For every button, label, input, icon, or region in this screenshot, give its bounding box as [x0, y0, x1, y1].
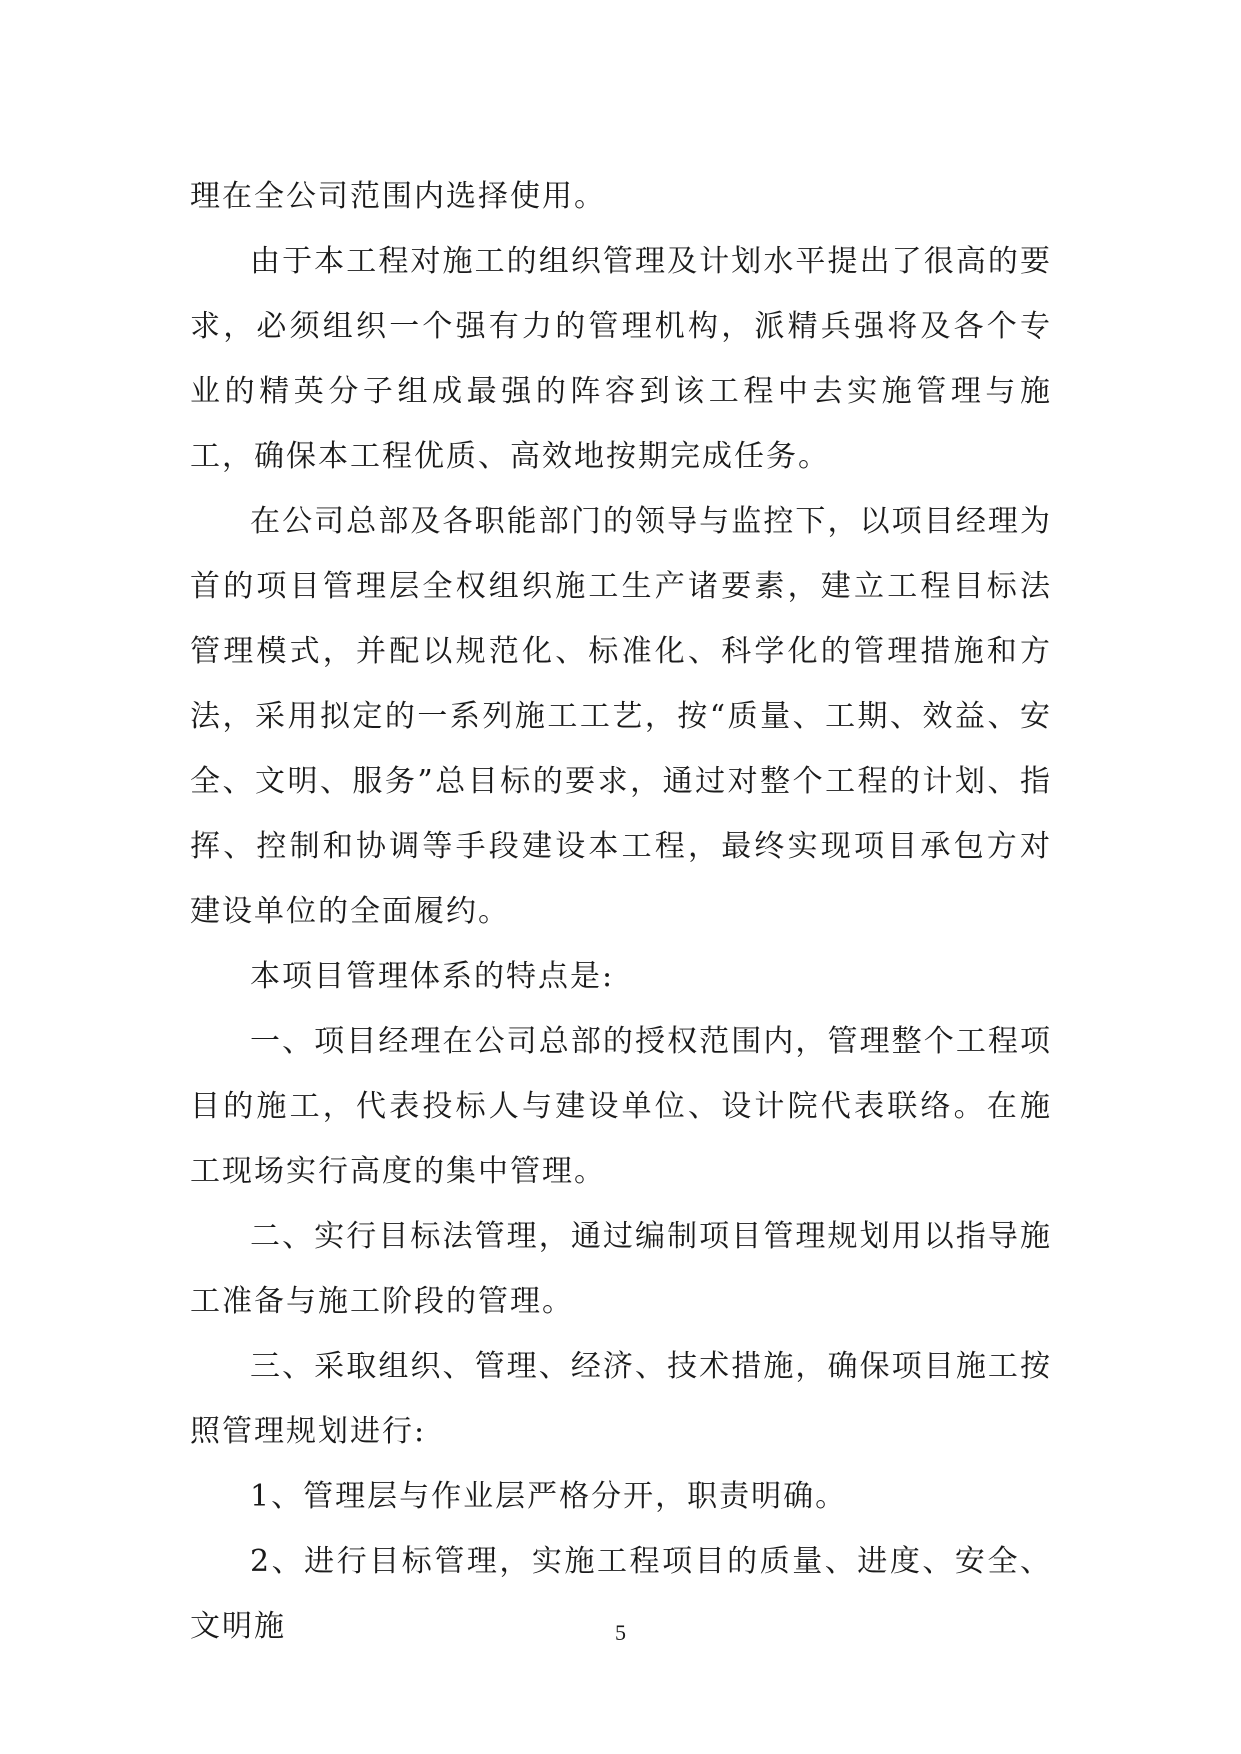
list-item-2: 2、进行目标管理，实施工程项目的质量、进度、安全、文明施: [190, 1544, 1052, 1644]
paragraph-3: 在公司总部及各职能部门的领导与监控下，以项目经理为首的项目管理层全权组织施工生产诸要素，建立工程目标法管理模式，并配以规范化、标准化、科学化的管理措施和方法，采用拟定的一系列施工工艺，按“质量、工期、效益、安全、文明、服务”总目标的要求，通过对整个工程的计划、指挥、控制和协调等手段建设本工程，最终实现项目承包方对建设单位的全面履约。: [190, 504, 1052, 929]
document-body: [190, 164, 1052, 1659]
paragraph-7: 三、采取组织、管理、经济、技术措施，确保项目施工按照管理规划进行:: [190, 1349, 1052, 1449]
paragraph-5: 一、项目经理在公司总部的授权范围内，管理整个工程项目的施工，代表投标人与建设单位、设计院代表联络。在施工现场实行高度的集中管理。: [190, 1024, 1052, 1189]
paragraph-2: 由于本工程对施工的组织管理及计划水平提出了很高的要求，必须组织一个强有力的管理机构，派精兵强将及各个专业的精英分子组成最强的阵容到该工程中去实施管理与施工，确保本工程优质、高效地按期完成任务。: [190, 244, 1052, 474]
page-number: 5: [615, 1620, 626, 1645]
paragraph-6: 二、实行目标法管理，通过编制项目管理规划用以指导施工准备与施工阶段的管理。: [190, 1219, 1052, 1319]
list-item-1: 1、管理层与作业层严格分开，职责明确。: [250, 1479, 848, 1514]
paragraph-4: 本项目管理体系的特点是:: [250, 959, 615, 994]
paragraph-1: 理在全公司范围内选择使用。: [190, 179, 606, 214]
